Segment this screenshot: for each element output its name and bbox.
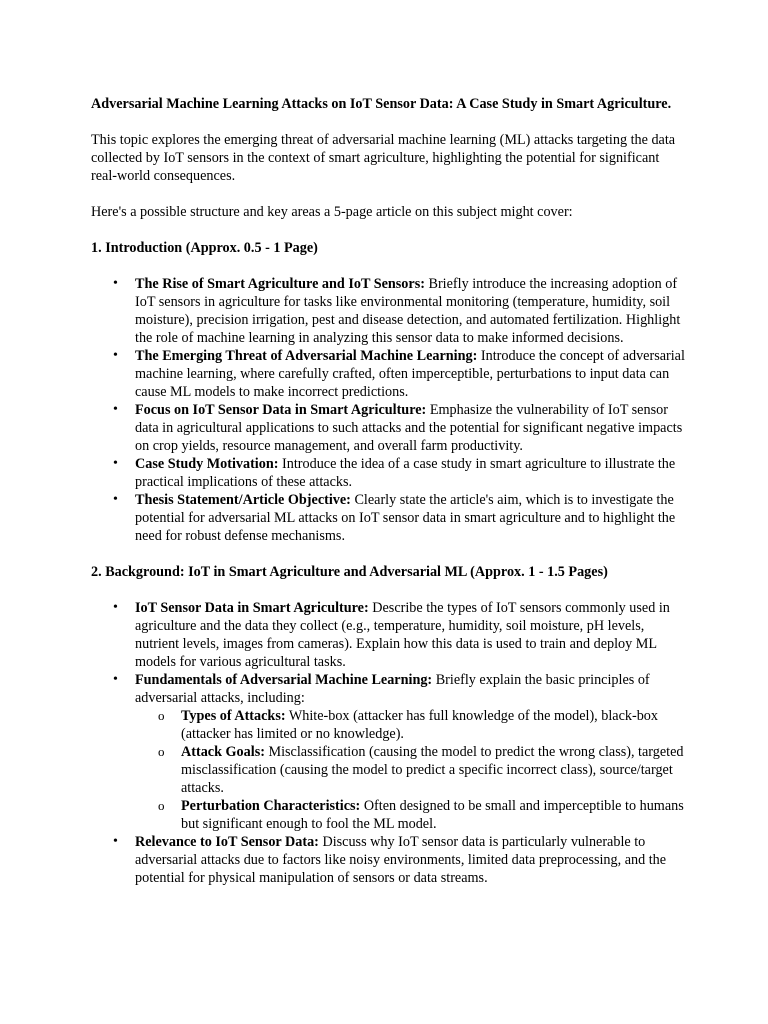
list-item-text: Describe the types of IoT sensors commonly used in agriculture and the data they collect (e.g., temperature, humidity, soil moisture, pH levels, nutrient levels, images from cameras). Explain how this data is used to train and deploy ML models for various agricultural tasks. bbox=[135, 600, 670, 670]
sub-list-item bbox=[158, 743, 687, 797]
list-item bbox=[113, 599, 687, 671]
section-2-list bbox=[91, 599, 687, 887]
sub-list-item-text: Misclassification (causing the model to predict the wrong class), targeted misclassification (causing the model to predict a specific incorrect class), source/target attacks. bbox=[181, 744, 684, 796]
list-item bbox=[113, 491, 687, 545]
list-item bbox=[113, 833, 687, 887]
bullet-icon: • bbox=[113, 402, 118, 417]
list-item-title: Fundamentals of Adversarial Machine Learning: bbox=[135, 672, 433, 688]
sub-list-item bbox=[158, 707, 687, 743]
section-heading-introduction: 1. Introduction (Approx. 0.5 - 1 Page) bbox=[91, 240, 318, 256]
sub-list bbox=[135, 707, 687, 833]
list-item-text: Briefly explain the basic principles of adversarial attacks, including: bbox=[135, 672, 650, 706]
circle-bullet-icon: o bbox=[158, 708, 165, 723]
document-page bbox=[91, 95, 687, 905]
intro-paragraph: This topic explores the emerging threat of adversarial machine learning (ML) attacks targeting the data collected by IoT sensors in the context of smart agriculture, highlighting the potential for significant real-world consequences. bbox=[91, 132, 676, 184]
list-item bbox=[113, 455, 687, 491]
list-item-text: Emphasize the vulnerability of IoT sensor data in agricultural applications to such attacks and the potential for significant negative impacts on crop yields, resource management, and overall farm productivity. bbox=[135, 402, 683, 454]
sub-list-item-title: Attack Goals: bbox=[181, 744, 265, 760]
bullet-icon: • bbox=[113, 492, 118, 507]
list-item-title: The Rise of Smart Agriculture and IoT Sensors: bbox=[135, 276, 425, 292]
list-item-title: Thesis Statement/Article Objective: bbox=[135, 492, 351, 508]
sub-list-item-title: Types of Attacks: bbox=[181, 708, 286, 724]
bullet-icon: • bbox=[113, 348, 118, 363]
circle-bullet-icon: o bbox=[158, 798, 165, 813]
section-heading-background: 2. Background: IoT in Smart Agriculture and Adversarial ML (Approx. 1 - 1.5 Pages) bbox=[91, 564, 608, 580]
list-item-title: Focus on IoT Sensor Data in Smart Agriculture: bbox=[135, 402, 427, 418]
list-item bbox=[113, 275, 687, 347]
list-item bbox=[113, 671, 687, 833]
bullet-icon: • bbox=[113, 834, 118, 849]
bullet-icon: • bbox=[113, 276, 118, 291]
list-item-title: Relevance to IoT Sensor Data: bbox=[135, 834, 319, 850]
bullet-icon: • bbox=[113, 672, 118, 687]
structure-note: Here's a possible structure and key areas a 5-page article on this subject might cover: bbox=[91, 204, 573, 220]
list-item bbox=[113, 401, 687, 455]
list-item-text: Discuss why IoT sensor data is particularly vulnerable to adversarial attacks due to factors like noisy environments, limited data preprocessing, and the potential for physical manipulation of sensors or data streams. bbox=[135, 834, 667, 886]
list-item-title: The Emerging Threat of Adversarial Machine Learning: bbox=[135, 348, 478, 364]
list-item-text: Introduce the concept of adversarial machine learning, where carefully crafted, often imperceptible, perturbations to input data can cause ML models to make incorrect predictions. bbox=[135, 348, 685, 400]
list-item-text: Clearly state the article's aim, which is to investigate the potential for adversarial ML attacks on IoT sensor data in smart agriculture and to highlight the need for robust defense mechanisms. bbox=[135, 492, 676, 544]
document-title: Adversarial Machine Learning Attacks on IoT Sensor Data: A Case Study in Smart Agriculture. bbox=[91, 96, 672, 112]
list-item-text: Briefly introduce the increasing adoption of IoT sensors in agriculture for tasks like environmental monitoring (temperature, humidity, soil moisture), precision irrigation, pest and disease detection, and automated fertilization. Highlight the role of machine learning in analyzing this sensor data to make informed decisions. bbox=[135, 276, 681, 346]
list-item-title: Case Study Motivation: bbox=[135, 456, 279, 472]
list-item-title: IoT Sensor Data in Smart Agriculture: bbox=[135, 600, 369, 616]
list-item-text: Introduce the idea of a case study in smart agriculture to illustrate the practical implications of these attacks. bbox=[135, 456, 676, 490]
bullet-icon: • bbox=[113, 600, 118, 615]
sub-list-item bbox=[158, 797, 687, 833]
sub-list-item-title: Perturbation Characteristics: bbox=[181, 798, 361, 814]
sub-list-item-text: Often designed to be small and imperceptible to humans but significant enough to fool the ML model. bbox=[181, 798, 684, 832]
sub-list-item-text: White-box (attacker has full knowledge of the model), black-box (attacker has limited or no knowledge). bbox=[181, 708, 658, 742]
bullet-icon: • bbox=[113, 456, 118, 471]
section-1-list bbox=[91, 275, 687, 545]
circle-bullet-icon: o bbox=[158, 744, 165, 759]
list-item bbox=[113, 347, 687, 401]
